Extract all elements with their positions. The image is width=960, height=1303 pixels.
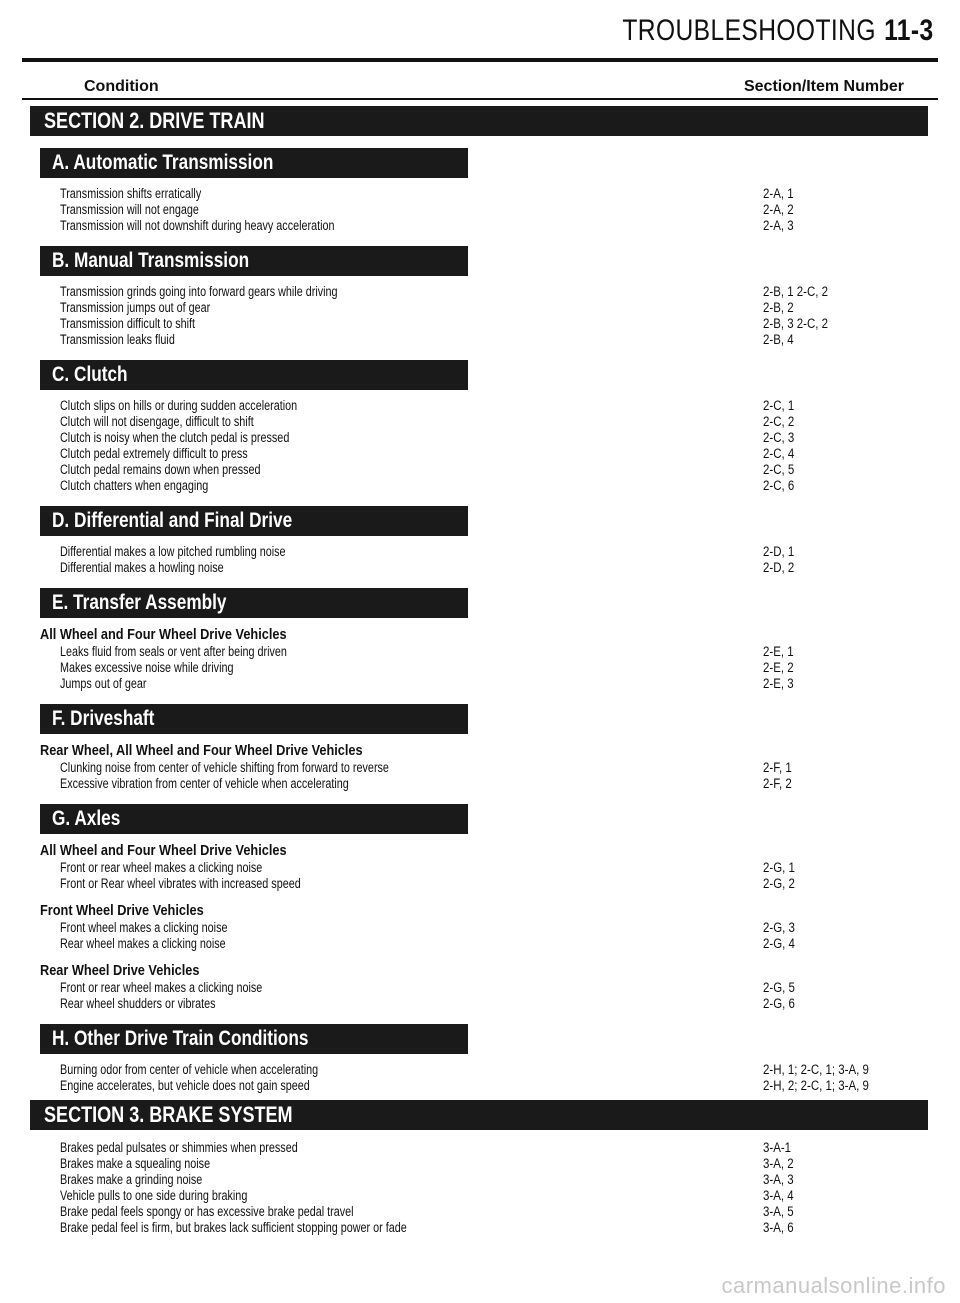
condition-text: Makes excessive noise while driving [60,660,234,675]
condition-text: Transmission grinds going into forward gears while driving [60,284,338,299]
section-item-ref: 2-D, 2 [763,560,795,575]
subsection-header [40,360,468,390]
list-item [0,980,960,996]
section-item-ref: 2-B, 4 [763,332,794,347]
condition-text: Clunking noise from center of vehicle shifting from forward to reverse [60,760,389,775]
list-item [0,300,960,316]
list-item [0,414,960,430]
condition-text: Engine accelerates, but vehicle does not gain speed [60,1078,310,1093]
condition-text: Differential makes a howling noise [60,560,224,575]
list-item [0,1220,960,1236]
condition-text: Transmission jumps out of gear [60,300,211,315]
subsection-title: H. Other Drive Train Conditions [52,1027,309,1050]
list-item [0,876,960,892]
subsection-header [40,804,468,834]
list-item [0,186,960,202]
condition-text: Transmission will not engage [60,202,199,217]
list-item [0,332,960,348]
condition-text: Rear wheel shudders or vibrates [60,996,216,1011]
section-header [30,106,928,136]
condition-text: Clutch will not disengage, difficult to shift [60,414,254,429]
subsection-title: G. Axles [52,807,121,830]
list-item [0,1078,960,1094]
vehicle-group-heading: All Wheel and Four Wheel Drive Vehicles [40,626,287,643]
section-item-ref: 2-E, 1 [763,644,794,659]
section-item-ref: 2-E, 2 [763,660,794,675]
section-title: SECTION 3. BRAKE SYSTEM [44,1102,293,1127]
section-item-ref: 2-C, 5 [763,462,795,477]
page-number: 11-3 [884,14,934,47]
condition-text: Transmission difficult to shift [60,316,196,331]
section-item-ref: 3-A, 6 [763,1220,794,1235]
condition-text: Brakes make a grinding noise [60,1172,203,1187]
list-item [0,660,960,676]
condition-text: Clutch chatters when engaging [60,478,209,493]
condition-text: Front or rear wheel makes a clicking noise [60,980,263,995]
section-item-ref: 2-C, 3 [763,430,795,445]
condition-column-header: Condition [84,78,159,95]
watermark: carmanualsonline.info [721,1273,946,1298]
condition-text: Jumps out of gear [60,676,147,691]
section-item-ref: 2-H, 2; 2-C, 1; 3-A, 9 [763,1078,869,1093]
list-item [0,644,960,660]
condition-text: Leaks fluid from seals or vent after being driven [60,644,287,659]
subsection-header [40,588,468,618]
section-item-ref: 2-B, 2 [763,300,794,315]
condition-text: Front or rear wheel makes a clicking noise [60,860,263,875]
condition-text: Brakes make a squealing noise [60,1156,211,1171]
list-item [0,676,960,692]
subsection-header [40,506,468,536]
condition-text: Brakes pedal pulsates or shimmies when pressed [60,1140,298,1155]
section-item-ref: 2-C, 4 [763,446,795,461]
section-item-ref: 2-B, 3 2-C, 2 [763,316,829,331]
list-item [0,398,960,414]
section-header [30,1100,928,1130]
vehicle-group-heading: Rear Wheel, All Wheel and Four Wheel Drive Vehicles [40,742,363,759]
vehicle-group-heading: Rear Wheel Drive Vehicles [40,962,200,979]
vehicle-group-heading: Front Wheel Drive Vehicles [40,902,204,919]
subsection-header [40,246,468,276]
subsection-header [40,148,468,178]
condition-text: Vehicle pulls to one side during braking [60,1188,248,1203]
section-item-ref: 3-A-1 [763,1140,792,1155]
section-item-ref: 2-G, 6 [763,996,795,1011]
condition-text: Clutch is noisy when the clutch pedal is pressed [60,430,290,445]
list-item [0,560,960,576]
page-header [623,14,934,48]
condition-text: Transmission will not downshift during heavy acceleration [60,218,335,233]
section-item-ref: 2-A, 1 [763,186,794,201]
list-item [0,936,960,952]
subsection-title: D. Differential and Final Drive [52,509,293,532]
column-header-rule [22,98,938,100]
section-item-ref: 2-G, 5 [763,980,795,995]
list-item [0,1156,960,1172]
condition-text: Rear wheel makes a clicking noise [60,936,226,951]
condition-text: Excessive vibration from center of vehicle when accelerating [60,776,349,791]
list-item [0,462,960,478]
section-item-ref: 2-C, 1 [763,398,795,413]
section-title: SECTION 2. DRIVE TRAIN [44,108,265,133]
section-item-ref: 2-G, 2 [763,876,795,891]
subsection-header [40,704,468,734]
list-item [0,430,960,446]
subsection-title: C. Clutch [52,363,128,386]
list-item [0,478,960,494]
troubleshooting-index [0,106,960,1236]
section-item-ref: 2-F, 1 [763,760,792,775]
list-item [0,218,960,234]
list-item [0,860,960,876]
column-headers [22,78,938,98]
condition-text: Differential makes a low pitched rumbling noise [60,544,286,559]
section-item-ref: 2-D, 1 [763,544,795,559]
condition-text: Transmission shifts erratically [60,186,202,201]
list-item [0,284,960,300]
condition-text: Brake pedal feels spongy or has excessive brake pedal travel [60,1204,354,1219]
condition-text: Clutch pedal extremely difficult to press [60,446,248,461]
condition-text: Front wheel makes a clicking noise [60,920,228,935]
section-item-ref: 2-B, 1 2-C, 2 [763,284,829,299]
subsection-title: F. Driveshaft [52,707,155,730]
list-item [0,1204,960,1220]
section-item-ref: 2-E, 3 [763,676,794,691]
list-item [0,760,960,776]
section-item-column-header: Section/Item Number [743,78,904,95]
section-item-ref: 2-G, 1 [763,860,795,875]
list-item [0,202,960,218]
subsection-title: E. Transfer Assembly [52,591,227,614]
list-item [0,1140,960,1156]
list-item [0,776,960,792]
list-item [0,446,960,462]
condition-text: Brake pedal feel is firm, but brakes lack sufficient stopping power or fade [60,1220,407,1235]
section-item-ref: 2-G, 4 [763,936,795,951]
list-item [0,316,960,332]
list-item [0,1188,960,1204]
condition-text: Clutch slips on hills or during sudden acceleration [60,398,298,413]
section-item-ref: 2-A, 3 [763,218,794,233]
condition-text: Clutch pedal remains down when pressed [60,462,261,477]
section-item-ref: 2-H, 1; 2-C, 1; 3-A, 9 [763,1062,869,1077]
list-item [0,1172,960,1188]
list-item [0,544,960,560]
condition-text: Front or Rear wheel vibrates with increased speed [60,876,301,891]
vehicle-group-heading: All Wheel and Four Wheel Drive Vehicles [40,842,287,859]
section-item-ref: 2-C, 2 [763,414,795,429]
subsection-title: A. Automatic Transmission [52,151,274,174]
list-item [0,920,960,936]
subsection-header [40,1024,468,1054]
condition-text: Transmission leaks fluid [60,332,175,347]
section-item-ref: 3-A, 3 [763,1172,794,1187]
section-item-ref: 2-A, 2 [763,202,794,217]
section-item-ref: 3-A, 5 [763,1204,794,1219]
condition-text: Burning odor from center of vehicle when accelerating [60,1062,319,1077]
section-item-ref: 2-G, 3 [763,920,795,935]
subsection-title: B. Manual Transmission [52,249,250,272]
section-item-ref: 2-C, 6 [763,478,795,493]
section-item-ref: 2-F, 2 [763,776,792,791]
list-item [0,1062,960,1078]
section-item-ref: 3-A, 2 [763,1156,794,1171]
header-rule [22,58,938,62]
section-item-ref: 3-A, 4 [763,1188,794,1203]
list-item [0,996,960,1012]
header-title: TROUBLESHOOTING [622,14,877,47]
